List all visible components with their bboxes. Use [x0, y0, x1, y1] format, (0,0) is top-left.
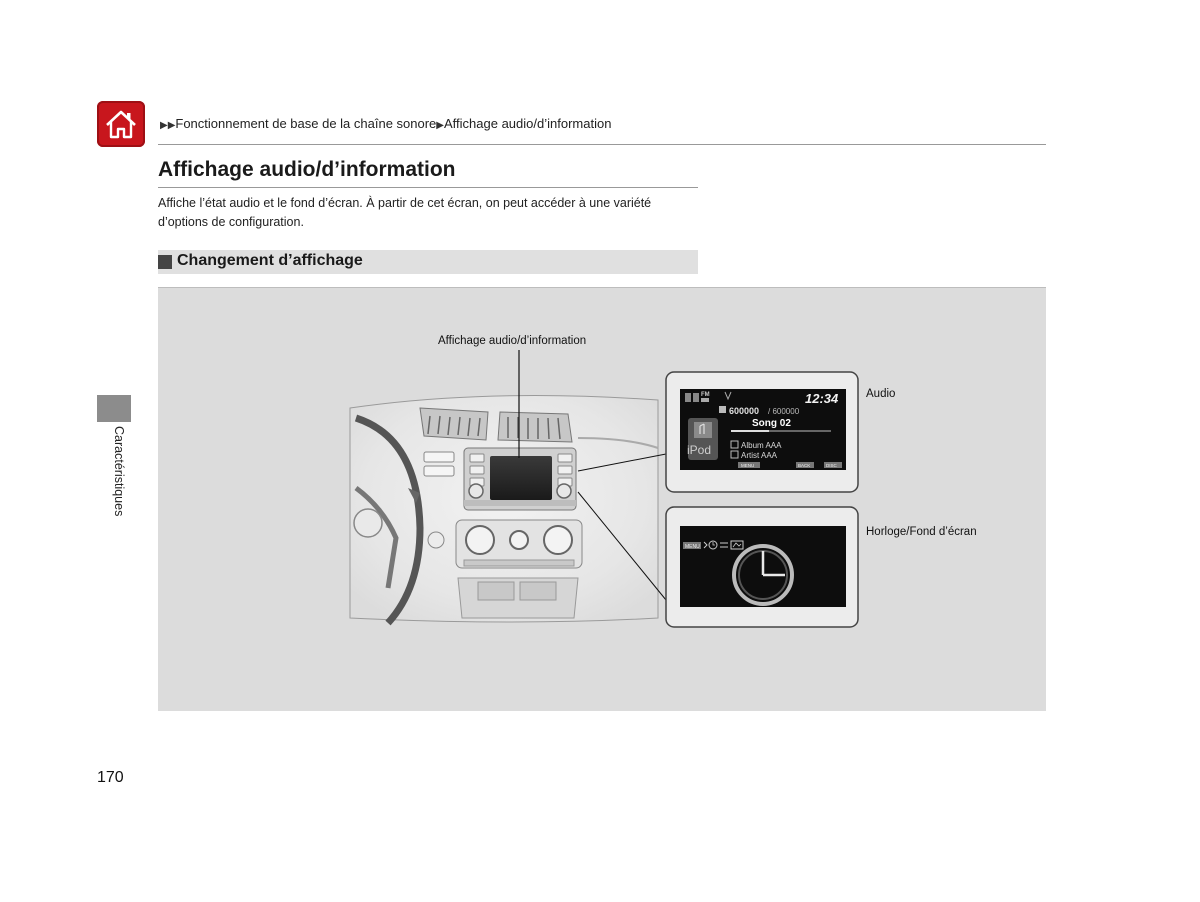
callout-label-main: Affichage audio/d’information [438, 335, 587, 347]
soft-key-label: DISC [826, 463, 837, 468]
breadcrumb-item[interactable]: Fonctionnement de base de la chaîne sonore [175, 116, 437, 131]
illustration-panel [158, 287, 1046, 711]
section-heading [158, 250, 698, 274]
audio-album: Album AAA [741, 441, 782, 450]
soft-key-label: MENU [741, 463, 755, 468]
section-marker-icon [158, 255, 172, 269]
intro-paragraph: Affiche l’état audio et le fond d’écran. À partir de cet écran, on peut accéder à une variété d’options de configuration. [158, 196, 652, 229]
clock-menu-key: MENU [685, 544, 700, 550]
page-number: 170 [97, 769, 124, 786]
breadcrumb [160, 116, 611, 131]
head-unit-screen [490, 456, 552, 500]
audio-track-counter: 600000 [729, 406, 760, 416]
title-divider [158, 187, 698, 188]
page-title: Affichage audio/d’information [158, 158, 456, 181]
soft-key-label: BACK [798, 463, 811, 468]
audio-time: 12:34 [805, 391, 839, 406]
audio-source-label: iPod [687, 443, 712, 457]
side-tab-marker[interactable] [97, 395, 131, 422]
dashboard-illustration [158, 288, 1046, 711]
home-icon [103, 106, 139, 142]
audio-band-label: FM [701, 392, 710, 398]
callout-label-audio: Audio [866, 388, 896, 400]
section-heading-text: Changement d’affichage [177, 252, 363, 269]
audio-song-title: Song 02 [752, 418, 791, 429]
audio-track-total: / 600000 [768, 407, 800, 416]
breadcrumb-arrow-icon: ▶ [436, 120, 444, 131]
header-divider [158, 144, 1046, 145]
callout-label-clock: Horloge/Fond d’écran [866, 526, 977, 538]
side-tab-label: Caractéristiques [112, 426, 126, 517]
audio-artist: Artist AAA [741, 451, 778, 460]
breadcrumb-arrow-icon: ▶▶ [160, 120, 176, 131]
home-button[interactable] [97, 101, 145, 147]
breadcrumb-item[interactable]: Affichage audio/d’information [444, 116, 612, 131]
